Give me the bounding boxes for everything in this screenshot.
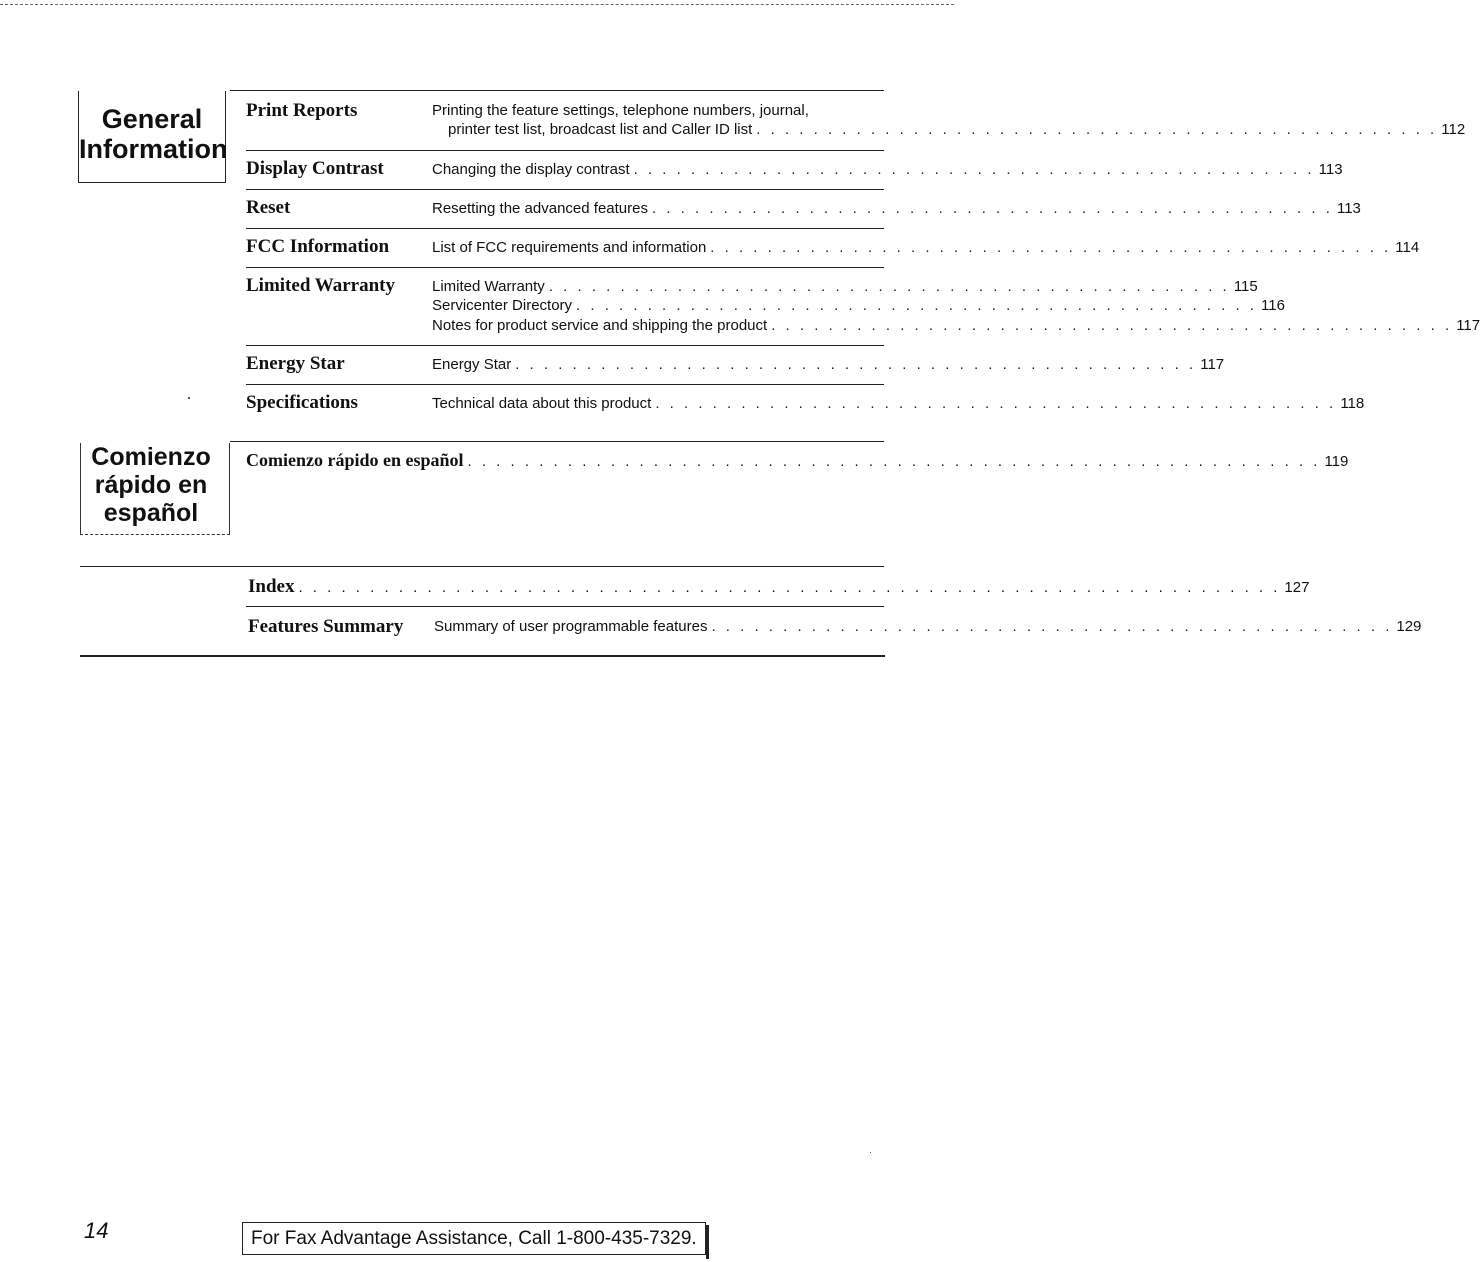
dot-leader: . . . . . . . . . . . . . . . . . . . . . . . . . . . . . . . . . . . . . . . . . . . . . . . . bbox=[548, 278, 1230, 295]
section-title-line: rápido en bbox=[94, 471, 208, 499]
page-number: 119 bbox=[1324, 453, 1349, 470]
section-comienzo-rapido bbox=[80, 443, 230, 535]
entry-title: Features Summary bbox=[248, 616, 404, 637]
page-number: 129 bbox=[1396, 618, 1422, 635]
entry-desc-text: Notes for product service and shipping the product bbox=[432, 317, 768, 334]
dot-leader: . . . . . . . . . . . . . . . . . . . . . . . . . . . . . . . . . . . . . . . . . . . . . . . . bbox=[756, 121, 1438, 138]
entry-desc-line bbox=[432, 199, 1361, 218]
dot-leader: . . . . . . . . . . . . . . . . . . . . . . . . . . . . . . . . . . . . . . . . . . . . . . . . . . . . . . . . . . . . bbox=[467, 453, 1321, 470]
scan-speck bbox=[870, 1152, 871, 1153]
divider bbox=[246, 267, 884, 268]
entry-title: Specifications bbox=[246, 392, 358, 413]
entry-desc-text: List of FCC requirements and information bbox=[432, 239, 707, 256]
entry-desc-text: Summary of user programmable features bbox=[434, 618, 708, 635]
section-title-line: español bbox=[103, 499, 199, 527]
dot-leader: . . . . . . . . . . . . . . . . . . . . . . . . . . . . . . . . . . . . . . . . . . . . . . . . . . . . . . . . . . . . . . . . . . . . . bbox=[298, 579, 1281, 596]
entry-desc-text: Printing the feature settings, telephone numbers, journal, bbox=[432, 102, 809, 119]
section-general-information bbox=[78, 91, 226, 183]
entry-title: Display Contrast bbox=[246, 158, 384, 179]
entry-title: Reset bbox=[246, 197, 291, 218]
assistance-box bbox=[242, 1222, 706, 1255]
divider bbox=[246, 189, 884, 190]
entry-title: Index bbox=[248, 576, 295, 597]
entry-title: Comienzo rápido en español bbox=[246, 450, 464, 470]
dot-leader: . . . . . . . . . . . . . . . . . . . . . . . . . . . . . . . . . . . . . . . . . . . . . . . . bbox=[515, 356, 1197, 373]
dot-leader: . . . . . . . . . . . . . . . . . . . . . . . . . . . . . . . . . . . . . . . . . . . . . . . . bbox=[651, 200, 1333, 217]
entry-desc-text: Servicenter Directory bbox=[432, 297, 573, 314]
assistance-text: For Fax Advantage Assistance, Call 1-800-435-7329. bbox=[251, 1228, 697, 1249]
page-number: 113 bbox=[1318, 161, 1343, 178]
page-number-footer: 14 bbox=[84, 1218, 109, 1243]
entry-index bbox=[248, 576, 1310, 598]
entry-desc-text: Limited Warranty bbox=[432, 278, 545, 295]
dot-leader: . . . . . . . . . . . . . . . . . . . . . . . . . . . . . . . . . . . . . . . . . . . . . . . . bbox=[710, 239, 1392, 256]
divider bbox=[80, 566, 884, 567]
section-title-line: General bbox=[101, 104, 203, 134]
entry-desc-line bbox=[432, 101, 882, 120]
entry-desc-line bbox=[432, 316, 1480, 335]
section-title-line: Comienzo bbox=[91, 443, 211, 471]
page-number: 112 bbox=[1441, 121, 1466, 138]
divider bbox=[246, 384, 884, 385]
section-title bbox=[79, 104, 228, 164]
dot-leader: . . . . . . . . . . . . . . . . . . . . . . . . . . . . . . . . . . . . . . . . . . . . . . . . bbox=[576, 297, 1257, 314]
page-number: 114 bbox=[1395, 239, 1420, 256]
entry-desc-text: Technical data about this product bbox=[432, 395, 652, 412]
page-number: 117 bbox=[1200, 356, 1225, 373]
page-number: 116 bbox=[1261, 297, 1285, 314]
entry-desc-line bbox=[432, 160, 1343, 179]
section-title bbox=[81, 443, 221, 527]
divider bbox=[230, 441, 884, 442]
page-number: 127 bbox=[1284, 579, 1310, 596]
divider bbox=[246, 345, 884, 346]
section-title-line: Information bbox=[79, 134, 228, 164]
page-number: 113 bbox=[1336, 200, 1361, 217]
scan-speck bbox=[188, 397, 190, 399]
divider bbox=[246, 228, 884, 229]
entry-comienzo bbox=[246, 450, 1349, 471]
page-number: 118 bbox=[1340, 395, 1365, 412]
divider bbox=[80, 655, 885, 657]
page-number: 115 bbox=[1233, 278, 1258, 295]
dot-leader: . . . . . . . . . . . . . . . . . . . . . . . . . . . . . . . . . . . . . . . . . . . . . . . . bbox=[771, 317, 1453, 334]
divider bbox=[246, 606, 884, 607]
divider bbox=[246, 150, 884, 151]
scan-artifact-line bbox=[0, 4, 954, 5]
entry-desc-line bbox=[432, 355, 1225, 374]
dot-leader: . . . . . . . . . . . . . . . . . . . . . . . . . . . . . . . . . . . . . . . . . . . . . . . . bbox=[633, 161, 1315, 178]
entry-desc-line bbox=[448, 120, 1466, 139]
entry-title: FCC Information bbox=[246, 236, 390, 257]
entry-title: Limited Warranty bbox=[246, 275, 396, 296]
entry-desc-text: Energy Star bbox=[432, 356, 512, 373]
dot-leader: . . . . . . . . . . . . . . . . . . . . . . . . . . . . . . . . . . . . . . . . . . . . . . . . bbox=[655, 395, 1337, 412]
page-number: 117 bbox=[1456, 317, 1480, 334]
entry-desc-text: Resetting the advanced features bbox=[432, 200, 648, 217]
entry-desc-line bbox=[432, 238, 1420, 257]
dot-leader: . . . . . . . . . . . . . . . . . . . . . . . . . . . . . . . . . . . . . . . . . . . . . . . . bbox=[711, 618, 1393, 635]
divider bbox=[230, 90, 884, 91]
entry-title: Print Reports bbox=[246, 100, 358, 121]
entry-desc-line bbox=[432, 296, 1285, 315]
entry-desc-text: Changing the display contrast bbox=[432, 161, 630, 178]
box-shadow-edge bbox=[706, 1225, 709, 1259]
entry-desc-line bbox=[432, 277, 1258, 296]
entry-title: Energy Star bbox=[246, 353, 345, 374]
entry-desc-text: printer test list, broadcast list and Caller ID list bbox=[448, 121, 753, 138]
entry-desc-line bbox=[432, 394, 1365, 413]
entry-desc-line bbox=[434, 617, 1422, 636]
